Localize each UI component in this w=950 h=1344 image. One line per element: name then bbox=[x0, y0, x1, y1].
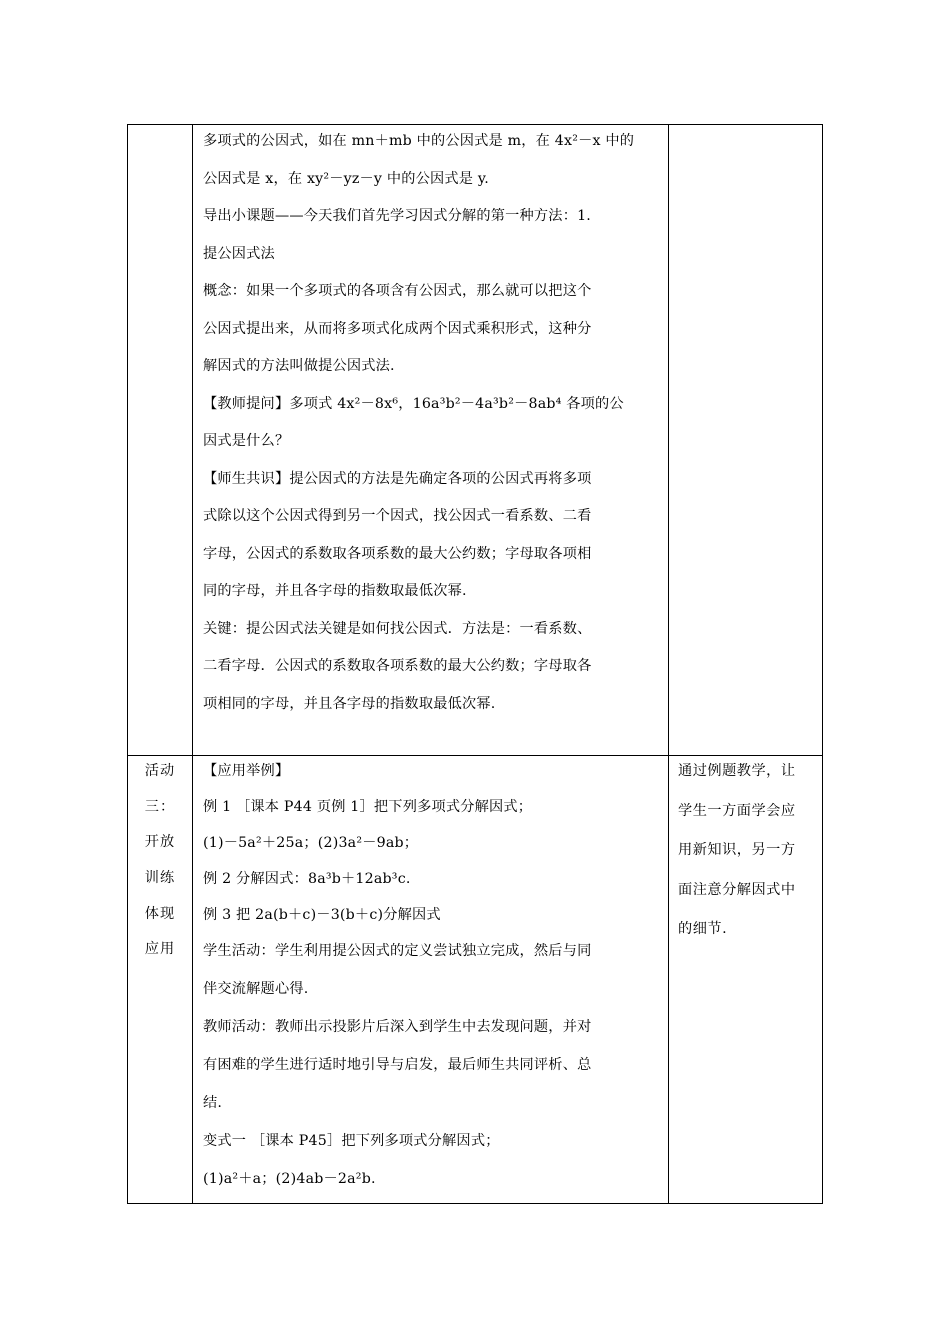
activity-content bbox=[203, 761, 665, 1207]
column-divider-right bbox=[668, 125, 669, 1203]
activity-label-line: 三： bbox=[144, 798, 176, 815]
activity-label-line: 体现 bbox=[144, 905, 176, 922]
text-line: 二看字母．公因式的系数取各项系数的最大公约数；字母取各 bbox=[203, 658, 592, 674]
text-line: 变式一 ［课本 P45］把下列多项式分解因式； bbox=[203, 1133, 500, 1149]
teaching-note bbox=[678, 761, 820, 959]
note-line: 通过例题教学，让 bbox=[678, 763, 796, 779]
note-line: 面注意分解因式中 bbox=[678, 881, 796, 898]
text-line: 教师活动：教师出示投影片后深入到学生中去发现问题，并对 bbox=[203, 1019, 592, 1035]
text-line: 关键：提公因式法关键是如何找公因式．方法是：一看系数、 bbox=[203, 620, 592, 637]
text-line: (1)－5a²＋25a；(2)3a²－9ab； bbox=[203, 835, 419, 851]
text-line: 【应用举例】 bbox=[203, 763, 290, 779]
text-line: 结. bbox=[203, 1095, 223, 1111]
lesson-table bbox=[127, 124, 823, 1204]
note-line: 学生一方面学会应 bbox=[678, 802, 796, 819]
row-divider bbox=[128, 755, 822, 756]
text-line: 例 1 ［课本 P44 页例 1］把下列多项式分解因式； bbox=[203, 799, 533, 815]
text-line: 例 2 分解因式：8a³b＋12ab³c. bbox=[203, 871, 411, 887]
activity-label-line: 开放 bbox=[144, 834, 176, 851]
activity-label bbox=[128, 761, 192, 975]
note-line: 用新知识，另一方 bbox=[678, 842, 796, 858]
text-line: 概念：如果一个多项式的各项含有公因式，那么就可以把这个 bbox=[203, 283, 592, 299]
text-line: 【师生共识】提公因式的方法是先确定各项的公因式再将多项 bbox=[203, 470, 592, 487]
text-line: 公因式是 x，在 xy²－yz－y 中的公因式是 y. bbox=[203, 170, 489, 187]
text-line: 伴交流解题心得. bbox=[203, 981, 309, 997]
text-line: 同的字母，并且各字母的指数取最低次幂. bbox=[203, 583, 467, 599]
text-line: 因式是什么？ bbox=[203, 433, 290, 449]
text-line: 多项式的公因式，如在 mn＋mb 中的公因式是 m，在 4x²－x 中的 bbox=[203, 133, 635, 149]
activity-label-line: 应用 bbox=[144, 941, 176, 958]
activity-label-line: 训练 bbox=[144, 870, 176, 887]
activity-label-line: 活动 bbox=[144, 763, 176, 779]
text-line: 学生活动：学生利用提公因式的定义尝试独立完成，然后与同 bbox=[203, 943, 592, 959]
text-line: 公因式提出来，从而将多项式化成两个因式乘积形式，这种分 bbox=[203, 320, 592, 337]
text-line: 提公因式法 bbox=[203, 245, 275, 262]
note-line: 的细节. bbox=[678, 921, 728, 937]
text-line: (1)a²＋a；(2)4ab－2a²b. bbox=[203, 1171, 376, 1187]
text-line: 有困难的学生进行适时地引导与启发，最后师生共同评析、总 bbox=[203, 1057, 592, 1073]
text-line: 项相同的字母，并且各字母的指数取最低次幂. bbox=[203, 695, 496, 712]
text-line: 式除以这个公因式得到另一个因式，找公因式一看系数、二看 bbox=[203, 508, 592, 524]
column-divider-left bbox=[192, 125, 193, 1203]
text-line: 【教师提问】多项式 4x²－8x⁶，16a³b²－4a³b²－8ab⁴ 各项的公 bbox=[203, 395, 624, 412]
top-section-content bbox=[203, 131, 665, 731]
text-line: 例 3 把 2a(b＋c)－3(b＋c)分解因式 bbox=[203, 907, 441, 923]
text-line: 字母，公因式的系数取各项系数的最大公约数；字母取各项相 bbox=[203, 545, 592, 562]
text-line: 解因式的方法叫做提公因式法. bbox=[203, 358, 395, 374]
text-line: 导出小课题——今天我们首先学习因式分解的第一种方法：1. bbox=[203, 208, 592, 224]
